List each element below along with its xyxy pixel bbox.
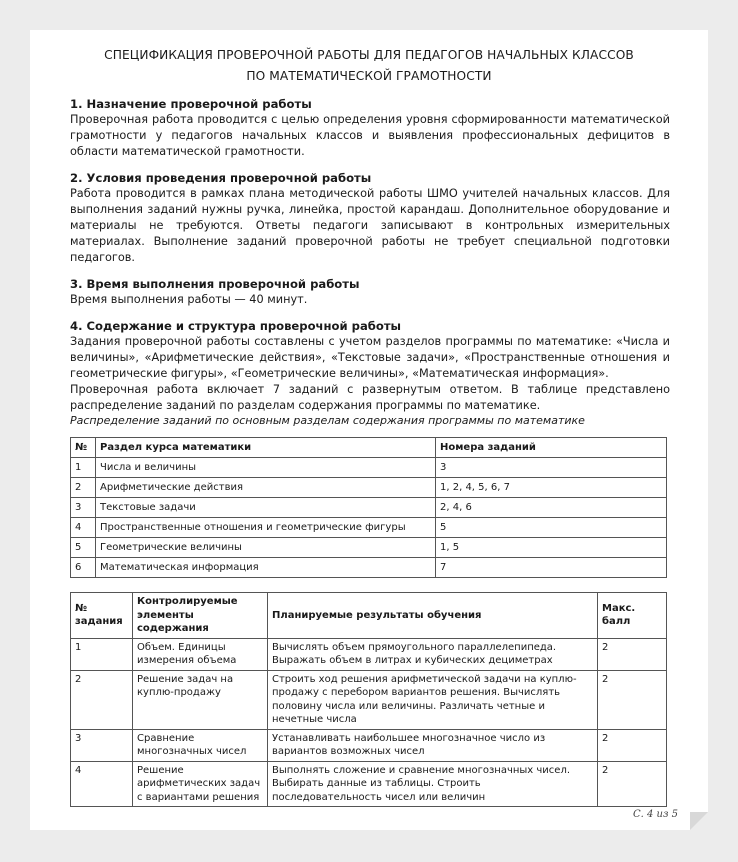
table-cell: 2 bbox=[598, 670, 667, 729]
table-cell: Текстовые задачи bbox=[96, 498, 436, 518]
table-cell: Решение арифметических задач с вариантами решения bbox=[133, 761, 268, 807]
column-header: Раздел курса математики bbox=[96, 438, 436, 458]
column-header: Макс. балл bbox=[598, 593, 667, 639]
table-row bbox=[71, 498, 667, 518]
table-cell: 4 bbox=[71, 518, 96, 538]
table-cell: Вычислять объем прямоугольного параллелепипеда. Выражать объем в литрах и кубических дециметрах bbox=[268, 638, 598, 670]
table-cell: 2 bbox=[71, 670, 133, 729]
column-header: № bbox=[71, 438, 96, 458]
table-cell: 1, 2, 4, 5, 6, 7 bbox=[436, 478, 667, 498]
section-2-text: Работа проводится в рамках плана методической работы ШМО учителей начальных классов. Для выполнения заданий нужны ручка, линейка, простой карандаш. Дополнительное оборудование и материалы не требуются. Ответы педагоги записывают в контрольных измерительных материалах. Выполнение заданий проверочной работы не требует специальной подготовки педагогов. bbox=[70, 187, 670, 264]
table-cell: 2 bbox=[598, 729, 667, 761]
table-row bbox=[71, 729, 667, 761]
table-cell: Объем. Единицы измерения объема bbox=[133, 638, 268, 670]
table-row bbox=[71, 478, 667, 498]
table-cell: Строить ход решения арифметической задачи на куплю-продажу с перебором вариантов решения. Вычислять половину числа или величины. Различать четные и нечетные числа bbox=[268, 670, 598, 729]
table-cell: 5 bbox=[71, 538, 96, 558]
table-row bbox=[71, 558, 667, 578]
table-cell: 2 bbox=[598, 761, 667, 807]
section-1-text: Проверочная работа проводится с целью определения уровня сформированности математической грамотности у педагогов начальных классов и выявления профессиональных дефицитов в области математической грамотности. bbox=[70, 113, 670, 158]
table-cell: Арифметические действия bbox=[96, 478, 436, 498]
title-line-2: ПО МАТЕМАТИЧЕСКОЙ ГРАМОТНОСТИ bbox=[246, 69, 492, 83]
table-cell: Выполнять сложение и сравнение многозначных чисел. Выбирать данные из таблицы. Строить последовательность чисел или величин bbox=[268, 761, 598, 807]
section-2-heading: 2. Условия проведения проверочной работы bbox=[70, 171, 372, 185]
table-row bbox=[71, 518, 667, 538]
table-cell: 6 bbox=[71, 558, 96, 578]
table-row bbox=[71, 638, 667, 670]
table-row bbox=[71, 538, 667, 558]
tasks-table bbox=[70, 592, 667, 807]
table-cell: 1, 5 bbox=[436, 538, 667, 558]
title-line-1: СПЕЦИФИКАЦИЯ ПРОВЕРОЧНОЙ РАБОТЫ ДЛЯ ПЕДАГОГОВ НАЧАЛЬНЫХ КЛАССОВ bbox=[104, 48, 634, 62]
table-caption: Распределение заданий по основным разделам содержания программы по математике bbox=[70, 414, 585, 427]
table-cell: 2 bbox=[71, 478, 96, 498]
column-header: Номера заданий bbox=[436, 438, 667, 458]
table-row bbox=[71, 670, 667, 729]
page-title bbox=[30, 45, 708, 87]
section-4-text-2: Проверочная работа включает 7 заданий с развернутым ответом. В таблице представлено распределение заданий по разделам содержания программы по математике. bbox=[70, 383, 670, 412]
table-cell: 4 bbox=[71, 761, 133, 807]
table-cell: Устанавливать наибольшее многозначное число из вариантов возможных чисел bbox=[268, 729, 598, 761]
table-row bbox=[71, 458, 667, 478]
section-1-heading: 1. Назначение проверочной работы bbox=[70, 97, 312, 111]
table-cell: Числа и величины bbox=[96, 458, 436, 478]
section-3-heading: 3. Время выполнения проверочной работы bbox=[70, 277, 360, 291]
table-cell: 3 bbox=[71, 729, 133, 761]
table-cell: 3 bbox=[436, 458, 667, 478]
document-body bbox=[70, 96, 670, 414]
page-corner-fold bbox=[690, 812, 708, 830]
table-header-row bbox=[71, 593, 667, 639]
page-number: С. 4 из 5 bbox=[633, 809, 678, 820]
table-cell: 1 bbox=[71, 458, 96, 478]
section-4-text-1: Задания проверочной работы составлены с учетом разделов программы по математике: «Числа и величины», «Арифметические действия», «Текстовые задачи», «Пространственные отношения и геометрические фигуры», «Геометрические величины», «Математическая информация». bbox=[70, 335, 670, 380]
table-cell: Сравнение многозначных чисел bbox=[133, 729, 268, 761]
table-cell: 5 bbox=[436, 518, 667, 538]
section-4-heading: 4. Содержание и структура проверочной работы bbox=[70, 319, 402, 333]
table-row bbox=[71, 761, 667, 807]
column-header: № задания bbox=[71, 593, 133, 639]
table-cell: Пространственные отношения и геометрические фигуры bbox=[96, 518, 436, 538]
table-cell: 2 bbox=[598, 638, 667, 670]
table-cell: 1 bbox=[71, 638, 133, 670]
table-cell: 3 bbox=[71, 498, 96, 518]
table-cell: Математическая информация bbox=[96, 558, 436, 578]
table-cell: 7 bbox=[436, 558, 667, 578]
table-cell: Геометрические величины bbox=[96, 538, 436, 558]
table-cell: 2, 4, 6 bbox=[436, 498, 667, 518]
section-3-text: Время выполнения работы — 40 минут. bbox=[70, 293, 308, 306]
table-cell: Решение задач на куплю-продажу bbox=[133, 670, 268, 729]
sections-table bbox=[70, 437, 667, 578]
column-header: Контролируемые элементы содержания bbox=[133, 593, 268, 639]
document-page bbox=[30, 30, 708, 830]
column-header: Планируемые результаты обучения bbox=[268, 593, 598, 639]
table-header-row bbox=[71, 438, 667, 458]
